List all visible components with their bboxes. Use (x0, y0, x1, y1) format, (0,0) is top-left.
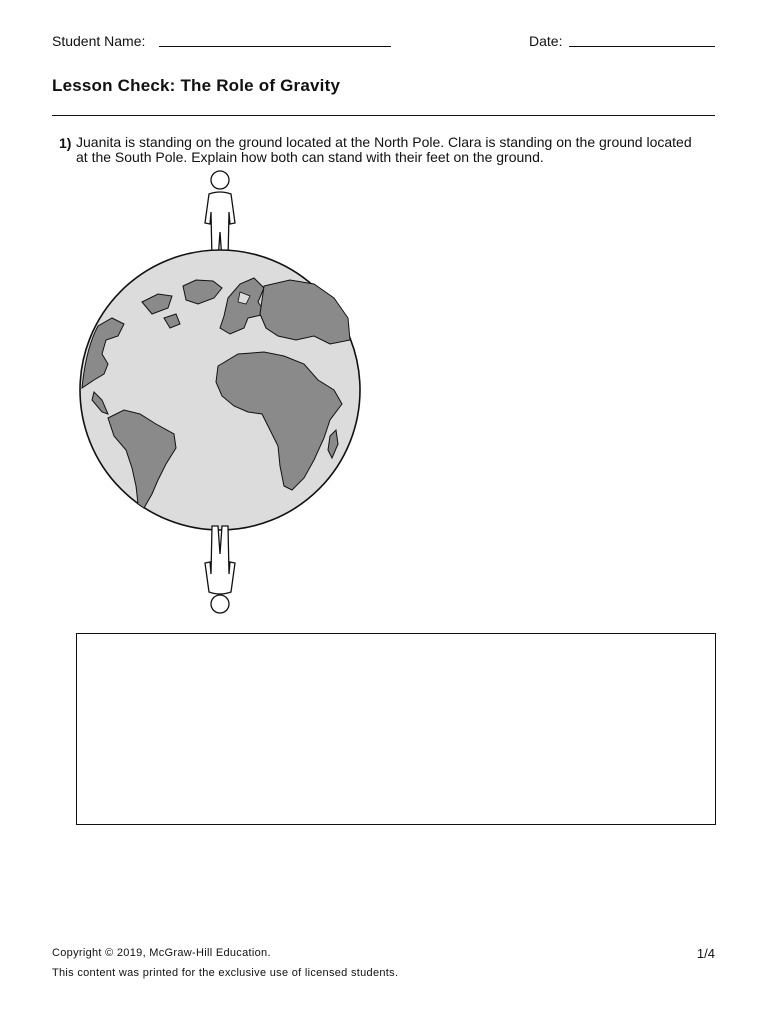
question-number: 1) (59, 135, 72, 151)
question-text: Juanita is standing on the ground located at the North Pole. Clara is standing on the ground located at the South Pole. Explain how both can stand with their feet on the ground. (76, 134, 692, 165)
worksheet-header (52, 33, 715, 53)
page-number: 1/4 (696, 946, 715, 961)
student-name-label: Student Name: (52, 33, 146, 49)
answer-box[interactable] (76, 633, 716, 825)
person-north-pole-icon (205, 171, 235, 260)
copyright-text: Copyright © 2019, McGraw-Hill Education. (52, 947, 271, 959)
earth-illustration (78, 168, 370, 618)
student-name-blank[interactable] (159, 46, 391, 47)
earth-globe-icon (80, 250, 360, 530)
license-notice: This content was printed for the exclusive use of licensed students. (52, 967, 399, 979)
date-label: Date: (529, 33, 563, 49)
gravity-figure (78, 168, 370, 618)
page-title: Lesson Check: The Role of Gravity (52, 76, 341, 95)
person-south-pole-icon (205, 526, 235, 613)
date-blank[interactable] (569, 46, 715, 47)
title-divider (52, 115, 715, 116)
